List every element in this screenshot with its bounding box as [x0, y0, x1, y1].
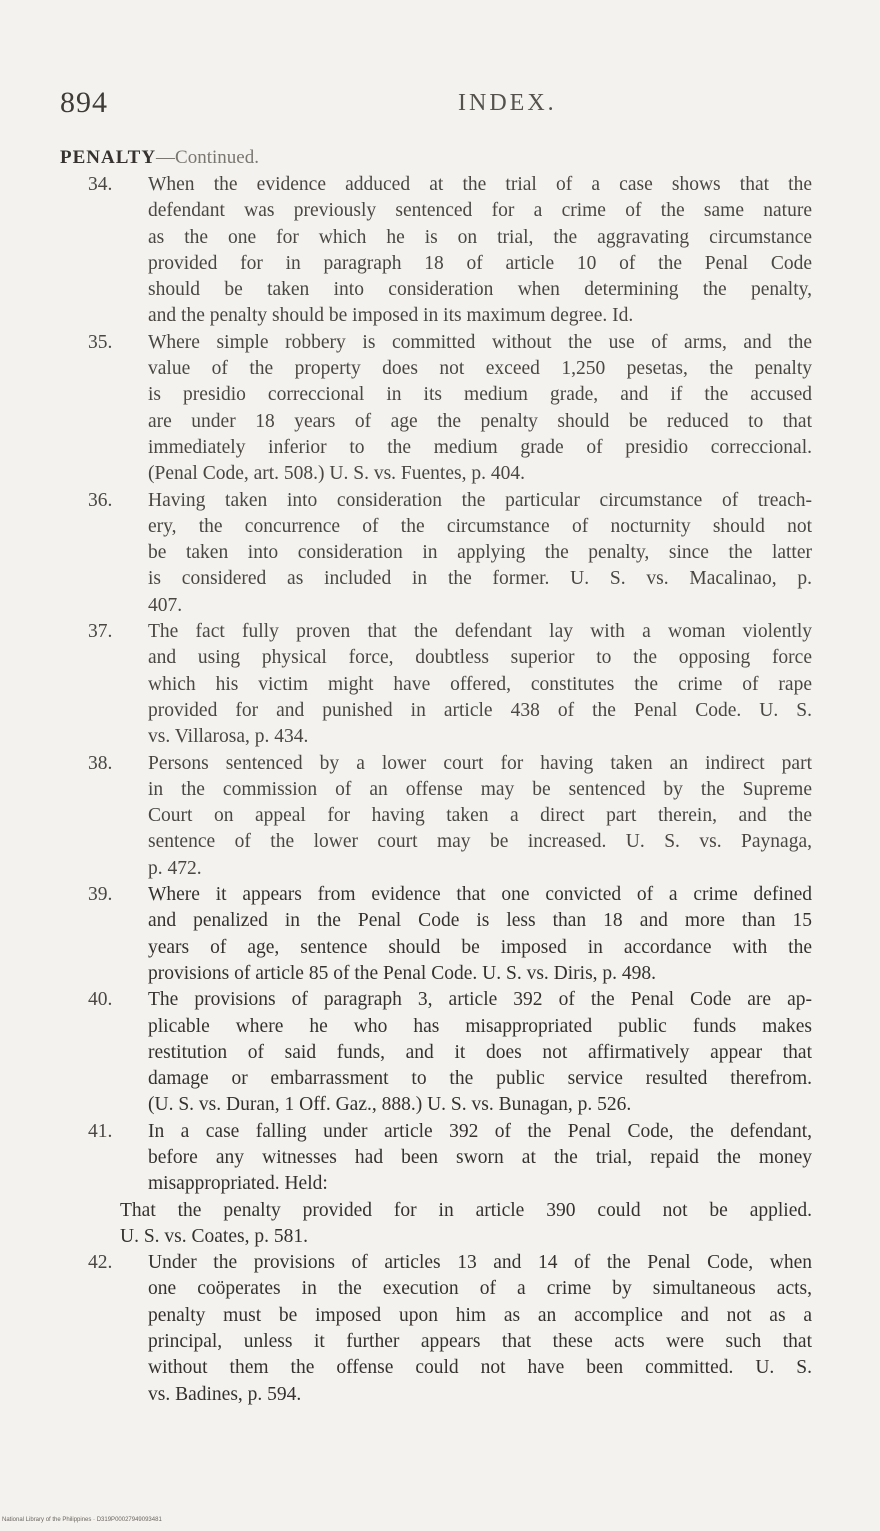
- entry-line: and using physical force, doubtless superior to the opposing force: [148, 647, 812, 669]
- held-line: U. S. vs. Coates, p. 581.: [120, 1225, 308, 1247]
- entry-number: 35.: [88, 331, 113, 353]
- index-entry-41: [88, 1119, 812, 1198]
- scan-footer: National Library of the Philippines · D319P00027949093481: [2, 1517, 162, 1523]
- entry-line: is considered as included in the former. U. S. vs. Macalinao, p.: [148, 568, 812, 590]
- entry-line: as the one for which he is on trial, the aggravating circumstance: [148, 226, 812, 248]
- index-entry-39: [88, 882, 812, 987]
- entry-line: principal, unless it further appears that these acts were such that: [148, 1331, 812, 1353]
- index-entry-42: [88, 1250, 812, 1408]
- entry-line: penalty must be imposed upon him as an accomplice and not as a: [148, 1304, 812, 1326]
- held-paragraph: [88, 1198, 812, 1251]
- entry-line: without them the offense could not have been committed. U. S.: [148, 1357, 812, 1379]
- entry-line: be taken into consideration in applying the penalty, since the latter: [148, 542, 812, 564]
- entry-line: defendant was previously sentenced for a crime of the same nature: [148, 200, 812, 222]
- entry-line: Where simple robbery is committed without the use of arms, and the: [148, 331, 812, 353]
- entry-line: ery, the concurrence of the circumstance of nocturnity should not: [148, 515, 812, 537]
- entry-line: one coöperates in the execution of a crime by simultaneous acts,: [148, 1278, 812, 1300]
- entry-line: is presidio correccional in its medium grade, and if the accused: [148, 384, 812, 406]
- entry-line: restitution of said funds, and it does not affirmatively appear that: [148, 1041, 812, 1063]
- index-entry-36: [88, 488, 812, 619]
- entry-line: are under 18 years of age the penalty should be reduced to that: [148, 410, 812, 432]
- entry-line: damage or embarrassment to the public service resulted therefrom.: [148, 1068, 812, 1090]
- entry-number: 40.: [88, 989, 113, 1011]
- entry-number: 36.: [88, 489, 113, 511]
- entry-line: provisions of article 85 of the Penal Code. U. S. vs. Diris, p. 498.: [148, 962, 657, 984]
- entry-line: misappropriated. Held:: [148, 1173, 328, 1195]
- page-header: [60, 86, 820, 122]
- entry-line: sentence of the lower court may be increased. U. S. vs. Paynaga,: [148, 831, 812, 853]
- entry-line: in the commission of an offense may be sentenced by the Supreme: [148, 778, 812, 800]
- index-entries: [88, 172, 812, 1408]
- held-line: That the penalty provided for in article 390 could not be applied.: [120, 1199, 812, 1221]
- entry-number: 34.: [88, 174, 113, 195]
- index-entry-37: [88, 619, 812, 750]
- section-heading: [60, 146, 259, 170]
- index-entry-35: [88, 330, 812, 488]
- entry-line: provided for in paragraph 18 of article 10 of the Penal Code: [148, 252, 812, 274]
- section-continued: —Continued.: [156, 147, 259, 168]
- index-entry-38: [88, 751, 812, 882]
- entry-line: In a case falling under article 392 of the Penal Code, the defendant,: [148, 1120, 812, 1142]
- entry-line: years of age, sentence should be imposed in accordance with the: [148, 936, 812, 958]
- entry-line: 407.: [148, 594, 183, 616]
- entry-number: 42.: [88, 1252, 113, 1274]
- entry-line: p. 472.: [148, 857, 202, 879]
- index-entry-40: [88, 987, 812, 1118]
- entry-line: When the evidence adduced at the trial of a case shows that the: [148, 174, 812, 195]
- entry-line: value of the property does not exceed 1,250 pesetas, the penalty: [148, 358, 812, 380]
- entry-number: 41.: [88, 1120, 113, 1142]
- entry-line: and the penalty should be imposed in its maximum degree. Id.: [148, 305, 634, 327]
- entry-line: provided for and punished in article 438 of the Penal Code. U. S.: [148, 699, 812, 721]
- running-head: INDEX.: [458, 90, 557, 116]
- entry-line: The fact fully proven that the defendant lay with a woman violently: [148, 621, 812, 643]
- entry-number: 37.: [88, 621, 113, 643]
- entry-line: Where it appears from evidence that one convicted of a crime defined: [148, 884, 812, 906]
- entry-line: which his victim might have offered, constitutes the crime of rape: [148, 673, 812, 695]
- entry-line: (U. S. vs. Duran, 1 Off. Gaz., 888.) U. S. vs. Bunagan, p. 526.: [148, 1094, 632, 1116]
- entry-line: vs. Villarosa, p. 434.: [148, 726, 309, 748]
- entry-line: Having taken into consideration the particular circumstance of treach-: [148, 489, 812, 511]
- entry-line: (Penal Code, art. 508.) U. S. vs. Fuentes, p. 404.: [148, 463, 525, 485]
- entry-number: 39.: [88, 884, 113, 906]
- entry-line: and penalized in the Penal Code is less than 18 and more than 15: [148, 910, 812, 932]
- entry-line: immediately inferior to the medium grade of presidio correccional.: [148, 436, 812, 458]
- section-title: PENALTY: [60, 147, 157, 168]
- entry-line: The provisions of paragraph 3, article 392 of the Penal Code are ap-: [148, 989, 812, 1011]
- entry-line: vs. Badines, p. 594.: [148, 1383, 302, 1405]
- page-number: 894: [60, 86, 108, 119]
- entry-line: should be taken into consideration when determining the penalty,: [148, 279, 812, 301]
- entry-number: 38.: [88, 752, 113, 774]
- index-entry-34: [88, 172, 812, 330]
- entry-line: plicable where he who has misappropriated public funds makes: [148, 1015, 812, 1037]
- entry-line: Court on appeal for having taken a direct part therein, and the: [148, 805, 812, 827]
- entry-line: before any witnesses had been sworn at the trial, repaid the money: [148, 1146, 812, 1168]
- entry-line: Under the provisions of articles 13 and 14 of the Penal Code, when: [148, 1252, 812, 1274]
- entry-line: Persons sentenced by a lower court for having taken an indirect part: [148, 752, 812, 774]
